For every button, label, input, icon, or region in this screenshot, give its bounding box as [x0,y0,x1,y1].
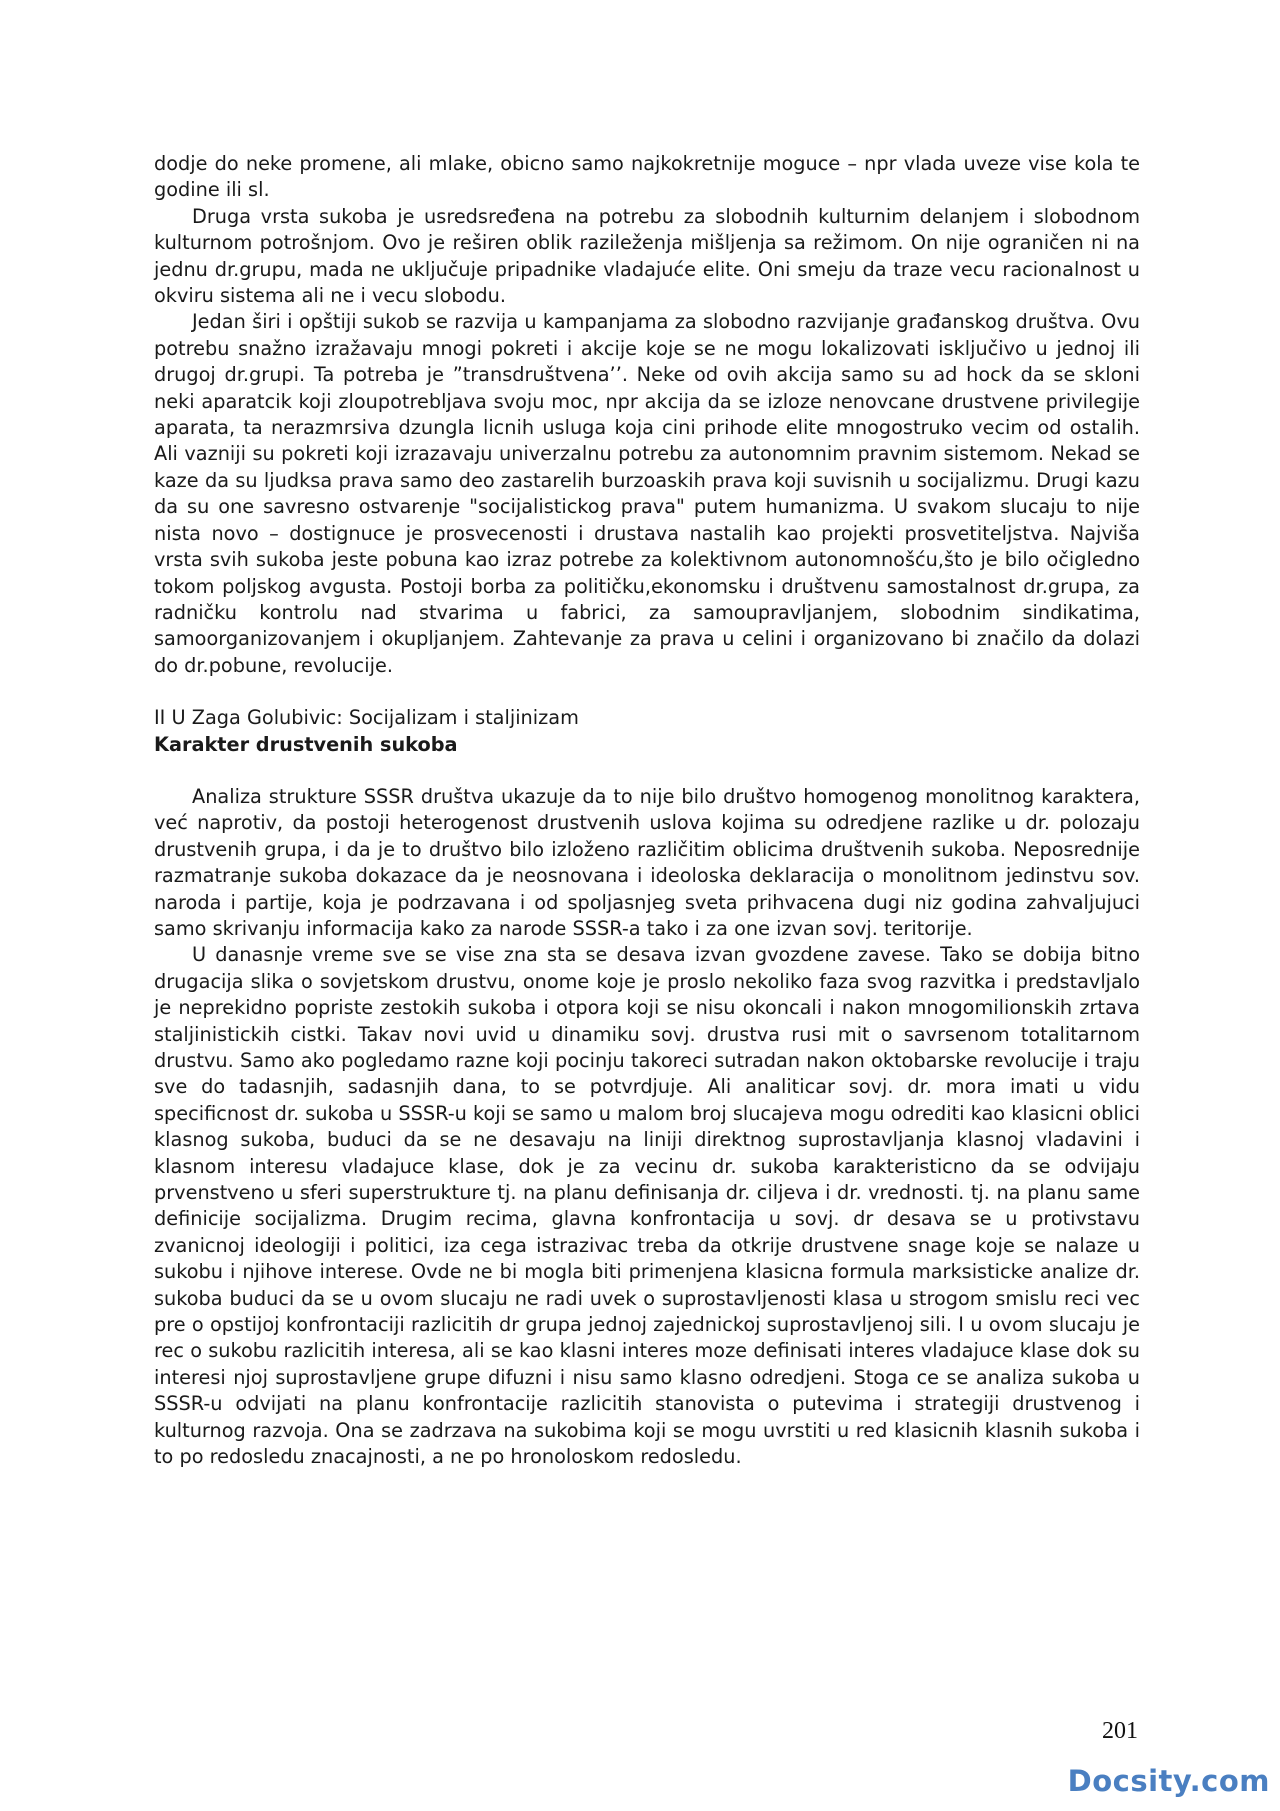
paragraph-civil-society-conflict: Jedan širi i opštiji sukob se razvija u kampanjama za slobodno razvijanje građanskog društva. Ovu potrebu snažno izražavaju mnogi pokreti i akcije koje se ne mogu lokalizovati isključivo u jednoj ili drugoj dr.grupi. Ta potreba je ”transdruštvena’’. Neke od ovih akcija samo su ad hock da se skloni neki aparatcik koji zloupotrebljava svoju moc, npr akcija da se izloze nenovcane drustvene privilegije aparata, ta nerazmrsiva dzungla licnih usluga koja cini prihode elite mnogostruko vecim od ostalih. Ali vazniji su pokreti koji izrazavaju univerzalnu potrebu za autonomnim pravnim sistemom. Nekad se kaze da su ljudksa prava samo deo zastarelih burzoaskih prava koji suvisnih u socijalizmu. Drugi kazu da su one savresno ostvarenje "socijalistickog prava" putem humanizma. U svakom slucaju to nije nista novo – dostignuce je prosvecenosti i drustava nastalih kao projekti prosvetiteljstva. Najviša vrsta svih sukoba jeste pobuna kao izraz potrebe za kolektivnom autonomnošću,što je bilo očigledno tokom poljskog avgusta. Postoji borba za političku,ekonomsku i društvenu samostalnost dr.grupa, za radničku kontrolu nad stvarima u fabrici, za samoupravljanjem, slobodnim sindikatima, samoorganizovanjem i okupljanjem. Zahtevanje za prava u celini i organizovano bi značilo da dolazi do dr.pobune, revolucije. [154,310,1140,677]
paragraph-cultural-conflict: Druga vrsta sukoba je usredsređena na potrebu za slobodnih kulturnim delanjem i slobodnom kulturnom potrošnjom. Ovo je reširen oblik razileženja mišljenja sa režimom. On nije ograničen ni na jednu dr.grupu, mada ne uključuje pripadnike vladajuće elite. Oni smeju da traze vecu racionalnost u okviru sistema ali ne i vecu slobodu. [154,204,1140,308]
document-body [154,151,1140,1471]
paragraph-iron-curtain: U danasnje vreme sve se vise zna sta se desava izvan gvozdene zavese. Tako se dobija bitno drugacija slika o sovjetskom drustvu, onome koje je proslo nekoliko faza svog razvitka i predstavljalo je neprekidno popriste zestokih sukoba i otpora koji se nisu okoncali i nakon mnogomilionskih zrtava staljinistickih cistki. Takav novi uvid u dinamiku sovj. drustva rusi mit o savrsenom totalitarnom drustvu. Samo ako pogledamo razne koji pocinju takoreci sutradan nakon oktobarske revolucije i traju sve do tadasnjih, sadasnjih dana, to se potvrdjuje. Ali analiticar sovj. dr. mora imati u vidu specificnost dr. sukoba u SSSR-u koji se samo u malom broj slucajeva mogu odrediti kao klasicni oblici klasnog sukoba, buduci da se ne desavaju na liniji direktnog suprostavljanja klasnoj vladavini i klasnom interesu vladajuce klase, dok je za vecinu dr. sukoba karakteristicno da se odvijaju prvenstveno u sferi superstrukture tj. na planu definisanja dr. ciljeva i dr. vrednosti. tj. na planu same definicije socijalizma. Drugim recima, glavna konfrontacija u sovj. dr desava se u protivstavu zvanicnoj ideologiji i politici, iza cega istrazivac treba da otkrije drustvene snage koje se nalaze u sukobu i njihove interese. Ovde ne bi mogla biti primenjena klasicna formula marksisticke analize dr. sukoba buduci da se u ovom slucaju ne radi uvek o suprostavljenosti klasa u strogom smislu reci vec pre o opstijoj konfrontaciji razlicitih dr grupa jednoj zajednickoj suprostavljenoj sili. I u ovom slucaju je rec o sukobu razlicitih interesa, ali se kao klasni interes moze definisati interes vladajuce klase dok su interesi njoj suprostavljene grupe difuzni i nisu samo klasno odredjeni. Stoga ce se analiza sukoba u SSSR-u odvijati na planu konfrontacije razlicitih stanovista o putevima i strategiji drustvenog i kulturnog razvoja. Ona se zadrzava na sukobima koji se mogu uvrstiti u red klasicnih klasnih sukoba i to po redosledu znacajnosti, a ne po hronoloskom redosledu. [154,943,1140,1469]
spacer [154,679,1140,705]
paragraph-ussr-structure: Analiza strukture SSSR društva ukazuje da to nije bilo društvo homogenog monolitnog karaktera, već naprotiv, da postoji heterogenost drustvenih uslova kojima su odredjene razlike u dr. polozaju drustvenih grupa, i da je to društvo bilo izloženo različitim oblicima društvenih sukoba. Neposrednije razmatranje sukoba dokazace da je neosnovana i ideoloska deklaracija o monolitnom jedinstvu sov. naroda i partije, koja je podrzavana i od spoljasnjeg sveta prihvacena dugi niz godina zahvaljujuci samo skrivanju informacija kako za narode SSSR-a tako i za one izvan sovj. teritorije. [154,784,1140,940]
page-number: 201 [1102,1718,1138,1744]
docsity-watermark: Docsity.com [1067,1764,1270,1798]
paragraph-continuation: dodje do neke promene, ali mlake, obicno samo najkokretnije moguce – npr vlada uveze vise kola te godine ili sl. [154,152,1140,202]
section-heading: Karakter drustvenih sukoba [154,732,458,756]
source-line: II U Zaga Golubivic: Socijalizam i staljinizam [154,706,579,730]
